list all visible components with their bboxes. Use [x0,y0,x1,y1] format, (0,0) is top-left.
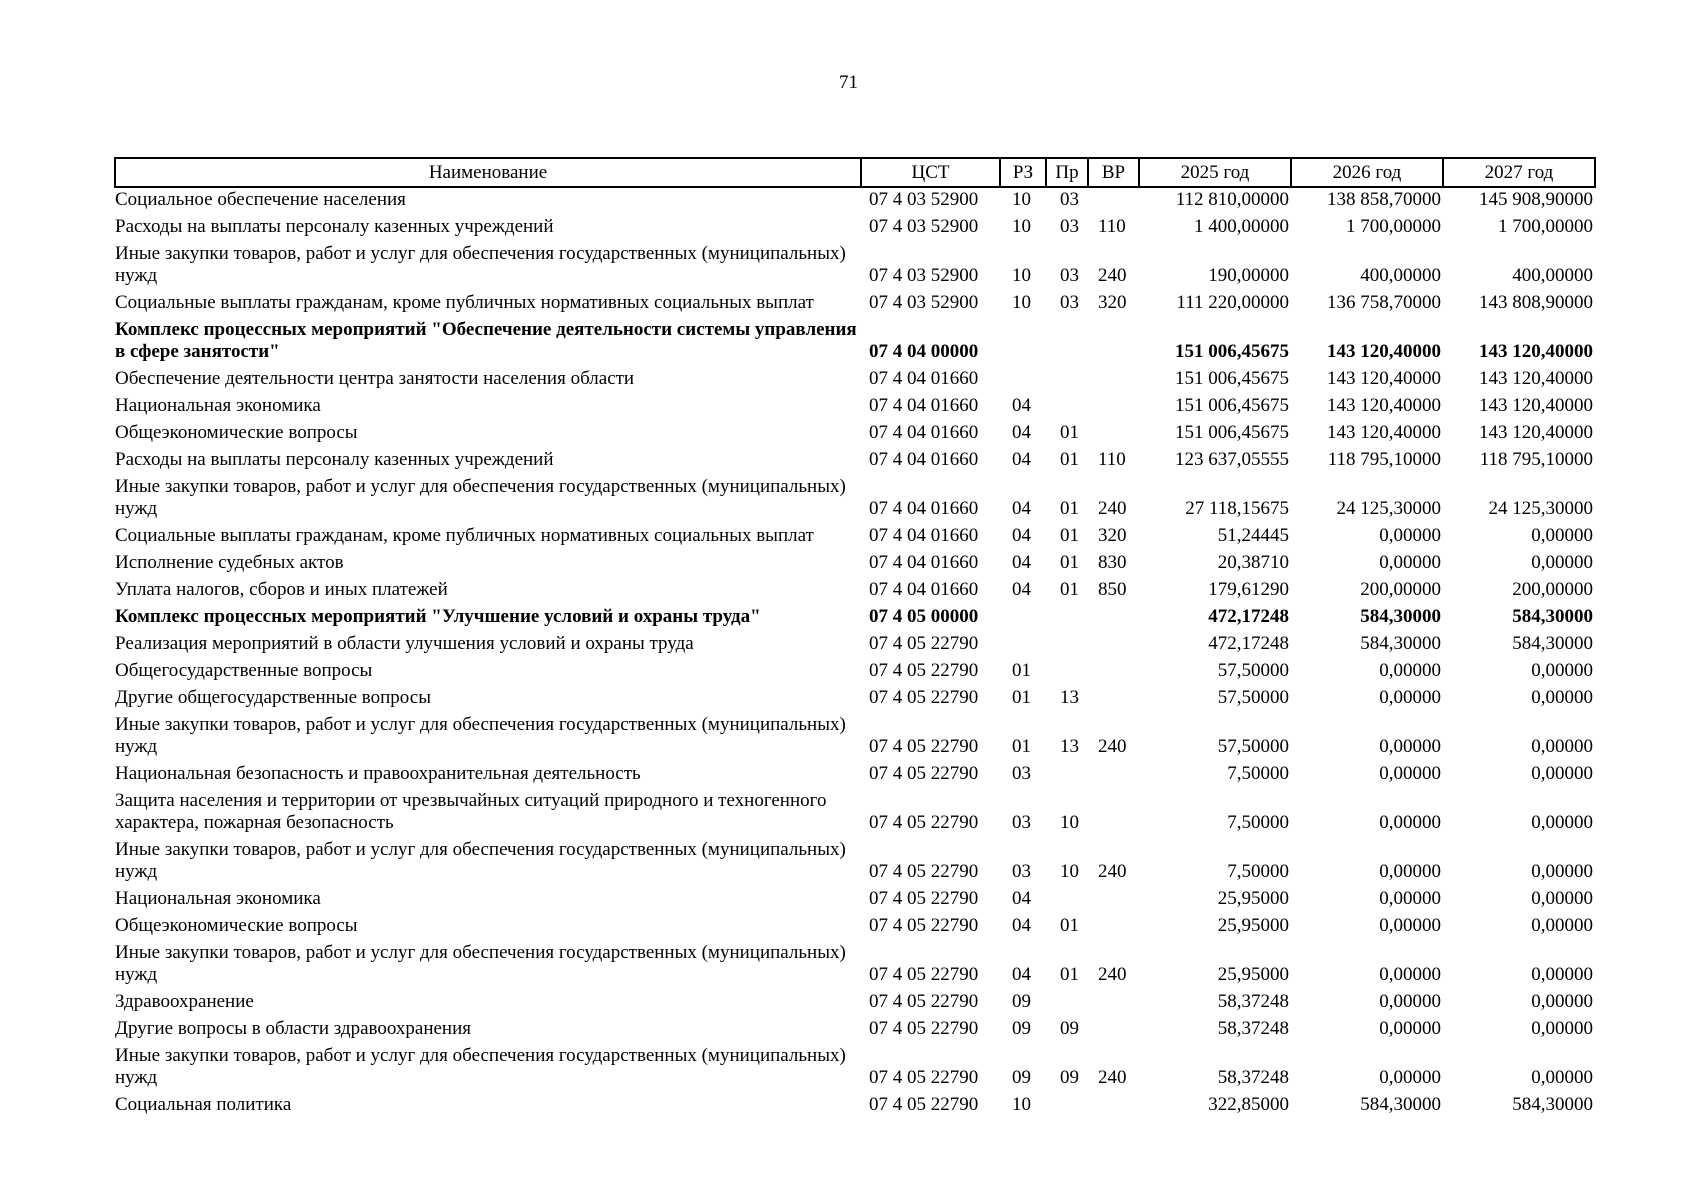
budget-table [114,157,1596,1120]
cell-2027: 0,00000 [1531,660,1593,681]
cell-vr: 320 [1098,292,1127,313]
cell-2027: 0,00000 [1531,888,1593,909]
cell-rz: 03 [1012,861,1031,882]
cell-2027: 1 700,00000 [1498,216,1593,237]
cell-pr: 01 [1060,525,1079,546]
cell-vr [1088,762,1139,789]
cell-2027: 24 125,30000 [1488,498,1593,519]
cell-rz: 10 [1012,1094,1031,1115]
cell-cst: 07 4 05 22790 [869,1094,979,1115]
cell-rz: 04 [1012,422,1031,443]
cell-2025: 25,95000 [1217,888,1289,909]
cell-cst: 07 4 05 22790 [869,687,979,708]
cell-name: Расходы на выплаты персоналу казенных учреждений [115,216,554,237]
table-row [115,291,1595,318]
cell-2027: 0,00000 [1531,861,1593,882]
cell-cst: 07 4 05 22790 [869,633,979,654]
cell-name: Комплекс процессных мероприятий "Обеспечение деятельности системы управления в сфере занятости" [115,319,857,362]
cell-pr: 01 [1060,449,1079,470]
cell-cst: 07 4 04 01660 [869,368,979,389]
cell-rz: 04 [1012,915,1031,936]
cell-2026: 0,00000 [1379,888,1441,909]
cell-vr [1088,632,1139,659]
cell-rz: 04 [1012,395,1031,416]
table-row [115,762,1595,789]
header-pr: Пр [1046,158,1088,187]
cell-pr: 03 [1060,216,1079,237]
cell-name: Социальная политика [115,1094,292,1115]
cell-name: Комплекс процессных мероприятий "Улучшение условий и охраны труда" [115,606,761,627]
cell-vr [1088,394,1139,421]
cell-2027: 200,00000 [1512,579,1593,600]
cell-pr: 13 [1060,687,1079,708]
header-2026: 2026 год [1291,158,1443,187]
cell-name: Уплата налогов, сборов и иных платежей [115,579,448,600]
cell-pr [1046,1093,1088,1120]
cell-cst: 07 4 04 00000 [869,341,979,362]
cell-2026: 1 700,00000 [1346,216,1441,237]
cell-2025: 58,37248 [1217,991,1289,1012]
cell-name: Иные закупки товаров, работ и услуг для обеспечения государственных (муниципальных) нужд [115,839,846,882]
cell-2025: 57,50000 [1217,736,1289,757]
cell-vr: 830 [1098,552,1127,573]
cell-2026: 584,30000 [1360,606,1441,627]
table-row [115,318,1595,367]
table-row [115,789,1595,838]
cell-pr: 10 [1060,861,1079,882]
cell-2027: 400,00000 [1512,265,1593,286]
cell-2025: 151 006,45675 [1175,422,1289,443]
cell-pr: 01 [1060,964,1079,985]
cell-rz: 09 [1012,991,1031,1012]
cell-rz [1000,367,1046,394]
cell-2025: 151 006,45675 [1175,341,1289,362]
table-row [115,421,1595,448]
cell-name: Другие вопросы в области здравоохранения [115,1018,472,1039]
cell-2026: 24 125,30000 [1336,498,1441,519]
cell-pr: 01 [1060,915,1079,936]
cell-rz: 01 [1012,687,1031,708]
cell-name: Иные закупки товаров, работ и услуг для обеспечения государственных (муниципальных) нужд [115,942,846,985]
cell-2027: 0,00000 [1531,736,1593,757]
cell-2025: 57,50000 [1217,687,1289,708]
cell-vr [1088,1093,1139,1120]
cell-name: Социальные выплаты гражданам, кроме публичных нормативных социальных выплат [115,525,814,546]
cell-vr: 240 [1098,964,1127,985]
cell-2027: 0,00000 [1531,525,1593,546]
table-header-row [115,158,1595,187]
table-row [115,1017,1595,1044]
cell-2025: 7,50000 [1227,812,1289,833]
cell-name: Реализация мероприятий в области улучшения условий и охраны труда [115,633,694,654]
cell-rz: 10 [1012,216,1031,237]
cell-rz [1000,318,1046,367]
cell-2027: 145 908,90000 [1479,189,1593,210]
cell-name: Защита населения и территории от чрезвычайных ситуаций природного и техногенного характера, пожарная безопасность [115,790,827,833]
cell-2026: 118 795,10000 [1327,449,1441,470]
cell-2026: 136 758,70000 [1327,292,1441,313]
cell-cst: 07 4 05 22790 [869,1067,979,1088]
cell-cst: 07 4 05 22790 [869,812,979,833]
header-cst: ЦСТ [861,158,1000,187]
cell-vr [1088,187,1139,215]
cell-cst: 07 4 05 22790 [869,861,979,882]
cell-pr: 01 [1060,552,1079,573]
cell-vr: 110 [1098,216,1126,237]
cell-vr [1088,686,1139,713]
cell-2027: 0,00000 [1531,1067,1593,1088]
cell-2026: 143 120,40000 [1327,395,1441,416]
cell-pr [1046,887,1088,914]
cell-rz: 03 [1012,812,1031,833]
cell-vr: 850 [1098,579,1127,600]
cell-cst: 07 4 05 22790 [869,660,979,681]
cell-2025: 151 006,45675 [1175,395,1289,416]
table-row [115,686,1595,713]
cell-vr: 110 [1098,449,1126,470]
cell-rz: 04 [1012,525,1031,546]
table-row [115,990,1595,1017]
cell-2026: 0,00000 [1379,1067,1441,1088]
cell-2025: 1 400,00000 [1194,216,1289,237]
cell-cst: 07 4 05 22790 [869,1018,979,1039]
cell-pr [1046,632,1088,659]
cell-2026: 143 120,40000 [1327,422,1441,443]
cell-name: Национальная экономика [115,888,321,909]
cell-rz: 10 [1012,189,1031,210]
table-row [115,524,1595,551]
cell-pr: 01 [1060,579,1079,600]
cell-rz: 04 [1012,552,1031,573]
cell-name: Национальная безопасность и правоохранительная деятельность [115,763,641,784]
cell-2027: 143 120,40000 [1479,422,1593,443]
cell-2027: 143 120,40000 [1479,368,1593,389]
cell-pr [1046,605,1088,632]
cell-2025: 190,00000 [1208,265,1289,286]
header-2025: 2025 год [1139,158,1291,187]
cell-2026: 584,30000 [1360,633,1441,654]
cell-vr [1088,659,1139,686]
cell-pr: 13 [1060,736,1079,757]
cell-2025: 123 637,05555 [1175,449,1289,470]
cell-vr: 240 [1098,736,1127,757]
page-number: 71 [839,72,858,93]
cell-vr: 240 [1098,265,1127,286]
cell-cst: 07 4 04 01660 [869,579,979,600]
cell-2026: 584,30000 [1360,1094,1441,1115]
cell-rz: 10 [1012,292,1031,313]
header-name: Наименование [115,158,861,187]
cell-vr [1088,789,1139,838]
cell-vr [1088,887,1139,914]
cell-2026: 0,00000 [1379,687,1441,708]
cell-2025: 7,50000 [1227,861,1289,882]
cell-2027: 143 808,90000 [1479,292,1593,313]
table-row [115,1093,1595,1120]
table-row [115,659,1595,686]
cell-2025: 322,85000 [1208,1094,1289,1115]
cell-cst: 07 4 05 22790 [869,763,979,784]
cell-cst: 07 4 05 22790 [869,964,979,985]
cell-2025: 472,17248 [1208,633,1289,654]
cell-cst: 07 4 05 22790 [869,736,979,757]
cell-2027: 584,30000 [1512,606,1593,627]
cell-pr [1046,762,1088,789]
cell-2026: 0,00000 [1379,525,1441,546]
table-row [115,838,1595,887]
cell-2025: 58,37248 [1217,1018,1289,1039]
cell-cst: 07 4 04 01660 [869,498,979,519]
cell-rz: 03 [1012,763,1031,784]
cell-2026: 0,00000 [1379,736,1441,757]
cell-cst: 07 4 03 52900 [869,189,979,210]
cell-2026: 138 858,70000 [1327,189,1441,210]
cell-2026: 400,00000 [1360,265,1441,286]
cell-cst: 07 4 04 01660 [869,525,979,546]
cell-vr [1088,421,1139,448]
table-row [115,475,1595,524]
cell-2027: 0,00000 [1531,763,1593,784]
cell-2026: 0,00000 [1379,915,1441,936]
cell-cst: 07 4 03 52900 [869,216,979,237]
cell-vr [1088,605,1139,632]
cell-2026: 0,00000 [1379,991,1441,1012]
cell-2027: 118 795,10000 [1479,449,1593,470]
cell-2025: 25,95000 [1217,964,1289,985]
table-row [115,187,1595,215]
cell-2027: 0,00000 [1531,1018,1593,1039]
cell-vr [1088,1017,1139,1044]
table-row [115,887,1595,914]
cell-name: Иные закупки товаров, работ и услуг для обеспечения государственных (муниципальных) нужд [115,1045,846,1088]
cell-2027: 0,00000 [1531,687,1593,708]
cell-cst: 07 4 04 01660 [869,449,979,470]
cell-2026: 0,00000 [1379,552,1441,573]
cell-name: Исполнение судебных актов [115,552,344,573]
cell-vr [1088,990,1139,1017]
cell-name: Национальная экономика [115,395,321,416]
cell-pr: 03 [1060,265,1079,286]
table-row [115,242,1595,291]
cell-name: Общегосударственные вопросы [115,660,373,681]
cell-vr: 240 [1098,498,1127,519]
cell-2025: 20,38710 [1217,552,1289,573]
table-row [115,394,1595,421]
cell-rz: 04 [1012,498,1031,519]
cell-vr: 320 [1098,525,1127,546]
cell-pr: 03 [1060,292,1079,313]
cell-cst: 07 4 03 52900 [869,265,979,286]
cell-rz: 10 [1012,265,1031,286]
cell-2026: 143 120,40000 [1327,341,1441,362]
cell-2026: 0,00000 [1379,763,1441,784]
table-body [115,187,1595,1120]
cell-pr: 01 [1060,498,1079,519]
cell-2026: 0,00000 [1379,660,1441,681]
cell-pr [1046,318,1088,367]
cell-pr: 10 [1060,812,1079,833]
cell-name: Обеспечение деятельности центра занятости населения области [115,368,635,389]
cell-rz: 09 [1012,1067,1031,1088]
cell-rz: 01 [1012,660,1031,681]
cell-2025: 51,24445 [1217,525,1289,546]
table-row [115,215,1595,242]
cell-2027: 0,00000 [1531,552,1593,573]
cell-cst: 07 4 04 01660 [869,552,979,573]
cell-vr: 240 [1098,861,1127,882]
cell-2026: 0,00000 [1379,1018,1441,1039]
cell-name: Расходы на выплаты персоналу казенных учреждений [115,449,554,470]
header-vr: ВР [1088,158,1139,187]
cell-rz: 01 [1012,736,1031,757]
cell-cst: 07 4 05 22790 [869,888,979,909]
table-row [115,448,1595,475]
table-row [115,605,1595,632]
cell-2027: 0,00000 [1531,812,1593,833]
cell-2025: 25,95000 [1217,915,1289,936]
cell-2026: 0,00000 [1379,861,1441,882]
cell-2026: 0,00000 [1379,812,1441,833]
table-row [115,713,1595,762]
cell-pr [1046,394,1088,421]
cell-name: Общеэкономические вопросы [115,915,358,936]
table-row [115,367,1595,394]
cell-cst: 07 4 04 01660 [869,422,979,443]
cell-rz: 04 [1012,888,1031,909]
cell-2025: 57,50000 [1217,660,1289,681]
cell-cst: 07 4 05 00000 [869,606,979,627]
cell-2025: 7,50000 [1227,763,1289,784]
cell-2025: 179,61290 [1208,579,1289,600]
cell-cst: 07 4 05 22790 [869,991,979,1012]
cell-name: Социальное обеспечение населения [115,189,406,210]
cell-2025: 27 118,15675 [1185,498,1289,519]
cell-pr [1046,990,1088,1017]
cell-pr: 01 [1060,422,1079,443]
cell-rz: 04 [1012,579,1031,600]
cell-2027: 584,30000 [1512,1094,1593,1115]
cell-pr [1046,659,1088,686]
cell-2025: 112 810,00000 [1175,189,1289,210]
cell-pr [1046,367,1088,394]
header-rz: РЗ [1000,158,1046,187]
cell-2026: 0,00000 [1379,964,1441,985]
cell-rz: 09 [1012,1018,1031,1039]
cell-2026: 143 120,40000 [1327,368,1441,389]
cell-2027: 584,30000 [1512,633,1593,654]
table-row [115,551,1595,578]
cell-2027: 0,00000 [1531,991,1593,1012]
cell-name: Здравоохранение [115,991,254,1012]
cell-cst: 07 4 04 01660 [869,395,979,416]
table-row [115,632,1595,659]
cell-2027: 0,00000 [1531,964,1593,985]
table-row [115,1044,1595,1093]
cell-vr: 240 [1098,1067,1127,1088]
cell-cst: 07 4 05 22790 [869,915,979,936]
cell-rz [1000,605,1046,632]
cell-vr [1088,914,1139,941]
cell-vr [1088,318,1139,367]
table-row [115,914,1595,941]
cell-2025: 58,37248 [1217,1067,1289,1088]
cell-2025: 111 220,00000 [1176,292,1289,313]
cell-pr: 09 [1060,1067,1079,1088]
cell-pr: 03 [1060,189,1079,210]
cell-name: Другие общегосударственные вопросы [115,687,431,708]
cell-2025: 472,17248 [1208,606,1289,627]
cell-2027: 0,00000 [1531,915,1593,936]
cell-name: Иные закупки товаров, работ и услуг для обеспечения государственных (муниципальных) нужд [115,243,846,286]
cell-rz: 04 [1012,449,1031,470]
table-row [115,578,1595,605]
cell-name: Иные закупки товаров, работ и услуг для обеспечения государственных (муниципальных) нужд [115,714,846,757]
cell-vr [1088,367,1139,394]
cell-pr: 09 [1060,1018,1079,1039]
cell-2027: 143 120,40000 [1479,341,1593,362]
cell-name: Иные закупки товаров, работ и услуг для обеспечения государственных (муниципальных) нужд [115,476,846,519]
cell-name: Социальные выплаты гражданам, кроме публичных нормативных социальных выплат [115,292,814,313]
cell-name: Общеэкономические вопросы [115,422,358,443]
cell-2027: 143 120,40000 [1479,395,1593,416]
cell-rz [1000,632,1046,659]
cell-2026: 200,00000 [1360,579,1441,600]
cell-2025: 151 006,45675 [1175,368,1289,389]
cell-cst: 07 4 03 52900 [869,292,979,313]
cell-rz: 04 [1012,964,1031,985]
header-2027: 2027 год [1443,158,1595,187]
table-row [115,941,1595,990]
